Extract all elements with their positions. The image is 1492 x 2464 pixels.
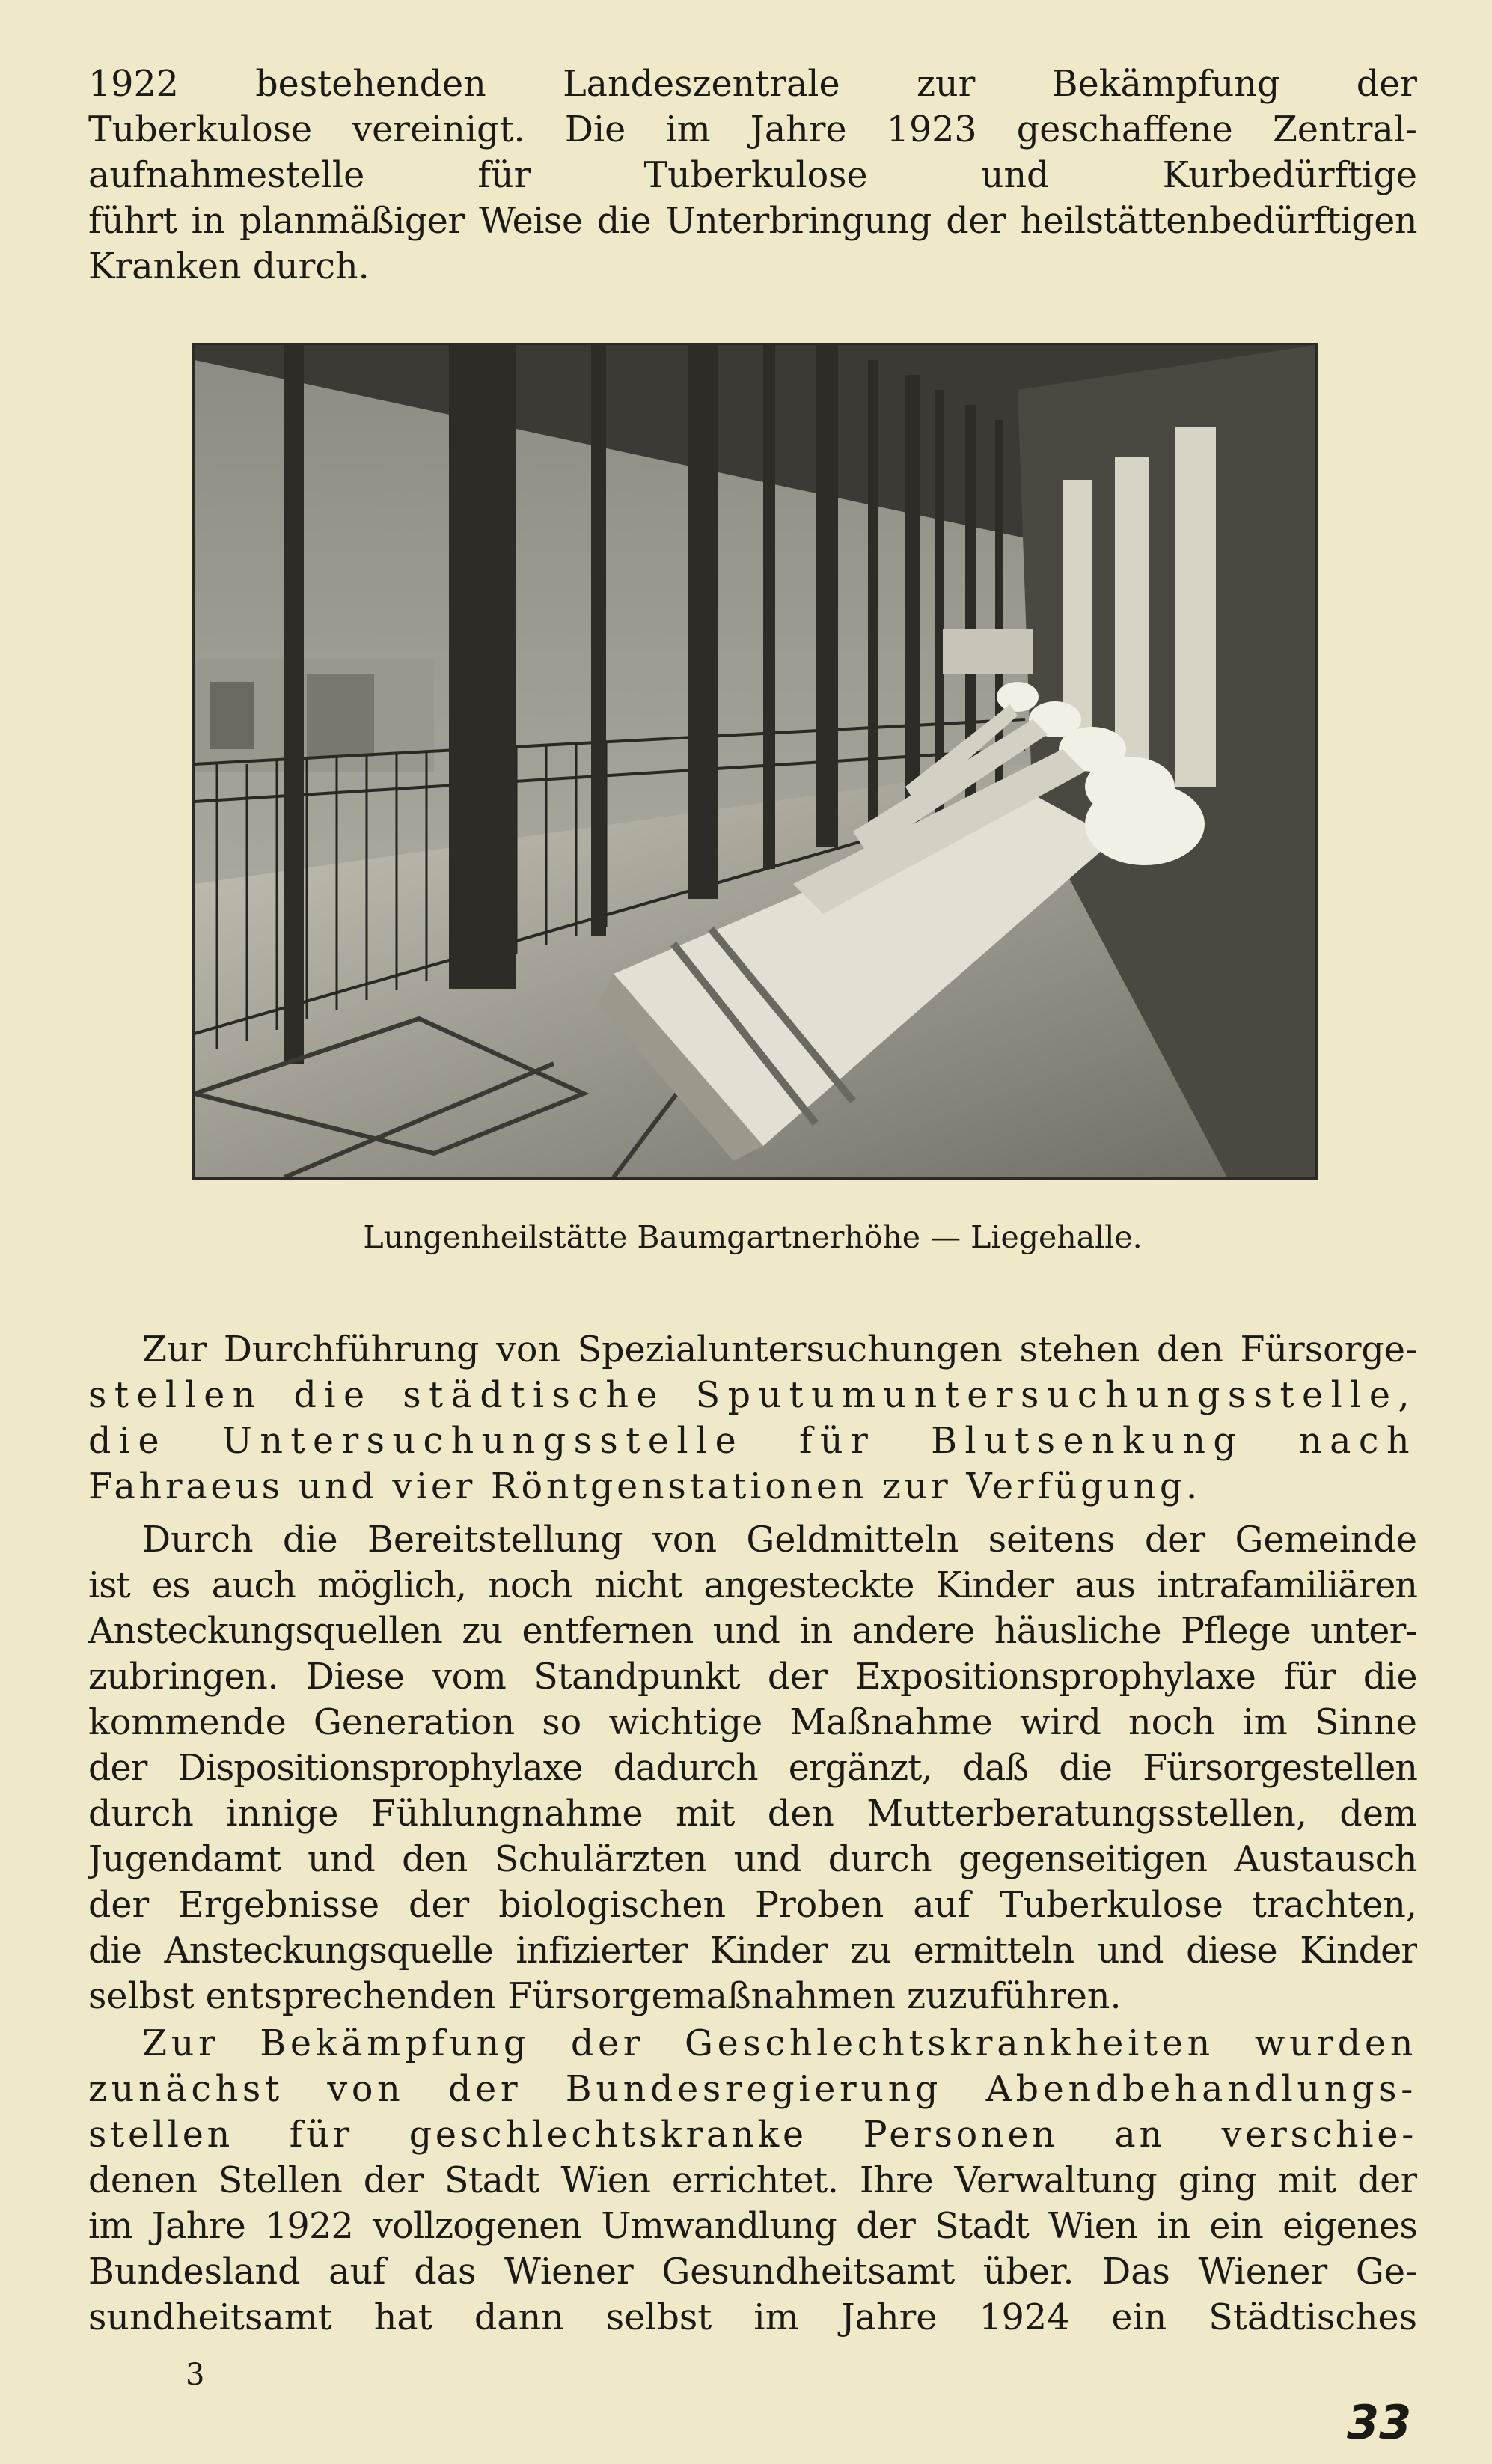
text-line: Zur Durchführung von Spezialuntersuchungen stehen den Fürsorge- — [142, 1329, 1417, 1370]
text-line: der Dispositionsprophylaxe dadurch ergänzt, daß die Fürsorgestellen — [88, 1748, 1417, 1789]
photo-liegehalle — [192, 343, 1318, 1180]
paragraph-3 — [88, 1517, 1417, 2019]
text-line: zunächst von der Bundesregierung Abendbehandlungs- — [88, 2069, 1417, 2110]
text-line: Jugendamt und den Schulärzten und durch gegenseitigen Austausch — [88, 1839, 1417, 1880]
text-line: Bundesland auf das Wiener Gesundheitsamt über. Das Wiener Ge- — [88, 2251, 1417, 2293]
text-line: kommende Generation so wichtige Maßnahme wird noch im Sinne — [88, 1702, 1417, 1743]
text-line: 1922 bestehenden Landeszentrale zur Bekämpfung der — [88, 64, 1417, 105]
signature-mark: 3 — [186, 2358, 205, 2392]
text-line: selbst entsprechenden Fürsorgemaßnahmen zuzuführen. — [88, 1976, 1122, 2017]
text-line: Durch die Bereitstellung von Geldmitteln seitens der Gemeinde — [142, 1519, 1417, 1561]
text-line: aufnahmestelle für Tuberkulose und Kurbedürftige — [88, 155, 1417, 196]
text-line: Zur Bekämpfung der Geschlechtskrankheiten wurden — [142, 2023, 1417, 2064]
text-line: die Untersuchungsstelle für Blutsenkung nach — [88, 1421, 1417, 1462]
text-line: die Ansteckungsquelle infizierter Kinder zu ermitteln und diese Kinder — [88, 1930, 1417, 1971]
text-line: Tuberkulose vereinigt. Die im Jahre 1923 geschaffene Zentral- — [88, 109, 1417, 150]
text-line: im Jahre 1922 vollzogenen Umwandlung der Stadt Wien in ein eigenes — [88, 2206, 1417, 2247]
text-line: Ansteckungsquellen zu entfernen und in andere häusliche Pflege unter- — [88, 1611, 1417, 1652]
text-line: ist es auch möglich, noch nicht angesteckte Kinder aus intrafamiliären — [88, 1565, 1417, 1606]
text-line: Fahraeus und vier Röntgenstationen zur Verfügung. — [88, 1466, 1201, 1507]
text-line: führt in planmäßiger Weise die Unterbringung der heilstättenbedürftigen — [88, 201, 1417, 242]
text-line: sundheitsamt hat dann selbst im Jahre 1924 ein Städtisches — [88, 2297, 1417, 2338]
paragraph-1 — [88, 61, 1417, 290]
text-line: durch innige Fühlungnahme mit den Mutterberatungsstellen, dem — [88, 1793, 1417, 1835]
paragraph-4 — [88, 2021, 1417, 2341]
text-line: zubringen. Diese vom Standpunkt der Expositionsprophylaxe für die — [88, 1656, 1417, 1698]
photo-illustration — [195, 345, 1315, 1177]
text-line: der Ergebnisse der biologischen Proben auf Tuberkulose trachten, — [88, 1885, 1417, 1926]
text-line: denen Stellen der Stadt Wien errichtet. Ihre Verwaltung ging mit der — [88, 2160, 1417, 2201]
page-number: 33 — [1347, 2395, 1412, 2450]
text-line: stellen die städtische Sputumuntersuchungsstelle, — [88, 1375, 1417, 1416]
text-line: stellen für geschlechtskranke Personen an verschie- — [88, 2114, 1417, 2156]
figure-caption: Lungenheilstätte Baumgartnerhöhe — Liegehalle. — [363, 1219, 1143, 1255]
paragraph-2 — [88, 1327, 1417, 1510]
text-line: Kranken durch. — [88, 246, 370, 287]
